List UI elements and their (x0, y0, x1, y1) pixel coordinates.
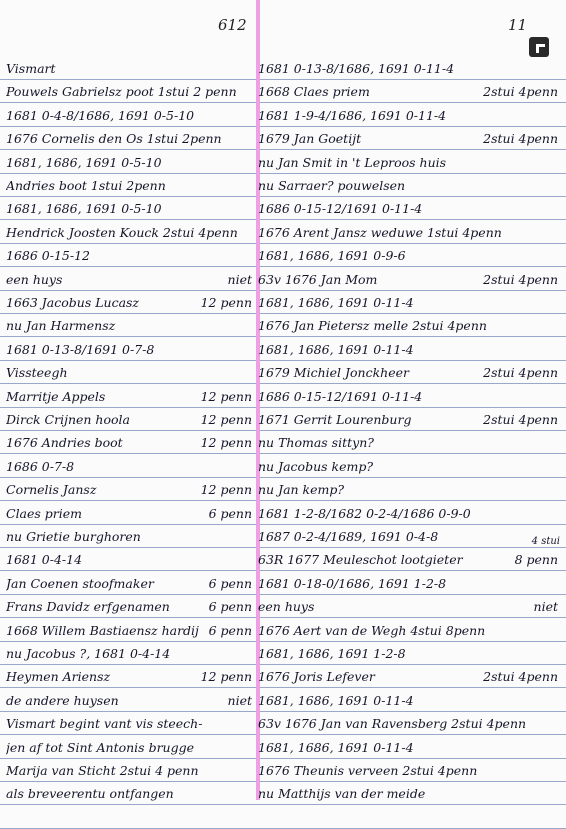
line-amount: niet (533, 599, 558, 615)
line-text: nu Jacobus ?, 1681 0-4-14 (6, 646, 171, 661)
line-text: 1681 0-13-8/1686, 1691 0-11-4 (258, 61, 455, 76)
text-line (258, 292, 558, 314)
line-text: Dirck Crijnen hoola (6, 412, 130, 427)
line-text: 63v 1676 Jan Mom (258, 271, 378, 287)
text-line (6, 198, 252, 220)
text-line (258, 339, 558, 361)
text-line (258, 409, 558, 431)
line-text: Vismart (6, 61, 56, 76)
text-line (6, 409, 252, 431)
text-line (258, 760, 558, 782)
line-text: 1681, 1686, 1691 0-11-4 (258, 341, 414, 357)
line-text: nu Jacobus kemp? (258, 458, 374, 474)
text-line (258, 526, 558, 548)
line-text: 1686 0-15-12 (6, 248, 90, 264)
superscript-note: 4 stui (531, 536, 560, 547)
line-amount: 6 penn (208, 599, 252, 615)
text-line (6, 315, 252, 337)
line-text: nu Jan kemp? (258, 482, 345, 498)
line-text: 1681 0-4-8/1686, 1691 0-5-10 (6, 107, 195, 123)
text-line (6, 737, 252, 759)
line-text: 1681, 1686, 1691 0-11-4 (258, 692, 414, 708)
corner-mark-icon (529, 37, 549, 57)
text-line (258, 269, 558, 291)
line-text: 1676 Andries boot (6, 435, 123, 451)
line-text: 1681 1-9-4/1686, 1691 0-11-4 (258, 107, 447, 123)
text-line (258, 58, 558, 80)
text-line (6, 81, 252, 103)
line-amount: 2stui 4penn (483, 131, 558, 147)
text-line (6, 128, 252, 150)
text-line (258, 456, 558, 478)
line-amount: 2stui 4penn (483, 271, 558, 287)
text-line (258, 690, 558, 712)
text-line (6, 175, 252, 197)
line-text: 1686 0-15-12/1691 0-11-4 (258, 388, 423, 404)
line-text: Frans Davidz erfgenamen (6, 599, 170, 615)
line-text: nu Jan Harmensz (6, 318, 116, 334)
line-amount: 12 penn (200, 295, 252, 310)
line-text: 1676 Joris Lefever (258, 669, 375, 685)
text-line (6, 760, 252, 782)
text-line (6, 105, 252, 127)
line-text: 1681, 1686, 1691 0-9-6 (258, 248, 406, 264)
line-text: nu Jan Smit in 't Leproos huis (258, 154, 447, 170)
text-line (258, 222, 558, 244)
line-amount: 6 penn (208, 505, 252, 521)
line-text: nu Matthijs van der meide (258, 786, 426, 802)
line-amount: 12 penn (200, 388, 252, 404)
text-line (6, 503, 252, 525)
line-text: Vissteegh (6, 365, 68, 381)
text-line (258, 479, 558, 501)
text-line (258, 573, 558, 595)
text-line (6, 713, 252, 735)
line-text: 1679 Jan Goetijt (258, 131, 362, 147)
line-text: de andere huysen (6, 692, 119, 708)
line-amount: 12 penn (200, 412, 252, 427)
line-text: een huys (6, 271, 63, 287)
text-line (6, 339, 252, 361)
line-text: 1681, 1686, 1691 0-11-4 (258, 295, 414, 310)
line-text: 1681 0-18-0/1686, 1691 1-2-8 (258, 575, 447, 591)
text-line (6, 432, 252, 454)
text-line (6, 386, 252, 408)
text-line (258, 152, 558, 174)
text-line (6, 479, 252, 501)
line-text: 1671 Gerrit Lourenburg (258, 412, 412, 427)
line-text: 1676 Theunis verveen 2stui 4penn (258, 763, 478, 778)
text-line (6, 549, 252, 571)
text-line (258, 245, 558, 267)
text-line (258, 386, 558, 408)
line-text: 1686 0-7-8 (6, 458, 75, 474)
line-amount: 6 penn (208, 575, 252, 591)
line-text: Vismart begint vant vis steech- (6, 716, 203, 732)
line-text: Marritje Appels (6, 388, 106, 404)
line-text: 1687 0-2-4/1689, 1691 0-4-8 (258, 529, 439, 544)
text-line (6, 526, 252, 548)
line-text: 1676 Arent Jansz weduwe 1stui 4penn (258, 224, 502, 240)
line-amount: 2stui 4penn (483, 365, 558, 381)
line-text: 1676 Cornelis den Os 1stui 2penn (6, 131, 222, 147)
line-text: 1681, 1686, 1691 1-2-8 (258, 646, 406, 661)
text-line (258, 643, 558, 665)
text-line (6, 643, 252, 665)
line-text: 63v 1676 Jan van Ravensberg 2stui 4penn (258, 716, 527, 732)
line-text: 1681, 1686, 1691 0-11-4 (258, 739, 414, 755)
line-amount: 12 penn (200, 482, 252, 498)
text-line (258, 128, 558, 150)
line-text: 1663 Jacobus Lucasz (6, 295, 140, 310)
text-line (258, 620, 558, 642)
line-text: 63R 1677 Meuleschot lootgieter (258, 552, 463, 568)
text-line (258, 315, 558, 337)
text-line (6, 456, 252, 478)
text-line (258, 81, 558, 103)
text-line (6, 152, 252, 174)
line-text: 1681, 1686, 1691 0-5-10 (6, 154, 162, 170)
line-text: een huys (258, 599, 315, 615)
line-amount: 2stui 4penn (483, 412, 558, 427)
text-line (258, 596, 558, 618)
text-line (6, 245, 252, 267)
line-text: 1676 Aert van de Wegh 4stui 8penn (258, 622, 486, 638)
line-text: nu Grietie burghoren (6, 529, 141, 544)
text-line (258, 503, 558, 525)
text-line (6, 620, 252, 642)
line-amount: niet (227, 271, 252, 287)
line-text: nu Thomas sittyn? (258, 435, 374, 451)
text-line (258, 362, 558, 384)
line-text: 1686 0-15-12/1691 0-11-4 (258, 201, 423, 217)
line-text: Pouwels Gabrielsz poot 1stui 2 penn (6, 84, 237, 100)
line-amount: 6 penn (208, 622, 252, 638)
page-number: 612 (218, 16, 247, 34)
line-amount: 12 penn (200, 669, 252, 685)
line-text: Andries boot 1stui 2penn (6, 178, 166, 193)
text-line (6, 573, 252, 595)
line-text: 1668 Willem Bastiaensz hardij (6, 622, 199, 638)
line-text: Cornelis Jansz (6, 482, 97, 498)
text-line (258, 549, 558, 571)
line-text: Hendrick Joosten Kouck 2stui 4penn (6, 224, 238, 240)
text-line (258, 432, 558, 454)
line-text: Claes priem (6, 505, 83, 521)
line-text: als breveerentu ontfangen (6, 786, 174, 802)
text-line (258, 713, 558, 735)
line-text: Jan Coenen stoofmaker (6, 575, 154, 591)
line-text: 1681, 1686, 1691 0-5-10 (6, 201, 162, 217)
line-text: 1681 1-2-8/1682 0-2-4/1686 0-9-0 (258, 505, 471, 521)
text-line (258, 198, 558, 220)
line-text: Heymen Ariensz (6, 669, 111, 685)
text-line (6, 269, 252, 291)
text-line (258, 175, 558, 197)
corner-number: 11 (508, 16, 528, 34)
line-text: 1668 Claes priem (258, 84, 370, 100)
line-text: nu Sarraer? pouwelsen (258, 178, 406, 193)
line-text: Marija van Sticht 2stui 4 penn (6, 763, 199, 778)
text-line (258, 783, 558, 805)
text-line (6, 666, 252, 688)
text-line (6, 596, 252, 618)
text-line (6, 783, 252, 805)
line-amount: 2stui 4penn (483, 84, 558, 100)
line-amount: niet (227, 692, 252, 708)
line-text: 1681 0-13-8/1691 0-7-8 (6, 341, 155, 357)
text-line (258, 105, 558, 127)
text-line (258, 666, 558, 688)
line-amount: 12 penn (200, 435, 252, 451)
text-line (258, 737, 558, 759)
line-amount: 2stui 4penn (483, 669, 558, 685)
line-text: 1676 Jan Pietersz melle 2stui 4penn (258, 318, 487, 334)
line-text: jen af tot Sint Antonis brugge (6, 739, 194, 755)
text-line (6, 292, 252, 314)
text-line (6, 222, 252, 244)
text-line (6, 690, 252, 712)
text-line (6, 58, 252, 80)
line-text: 1681 0-4-14 (6, 552, 83, 568)
line-amount: 8 penn (514, 552, 558, 568)
text-line (6, 362, 252, 384)
line-text: 1679 Michiel Jonckheer (258, 365, 409, 381)
